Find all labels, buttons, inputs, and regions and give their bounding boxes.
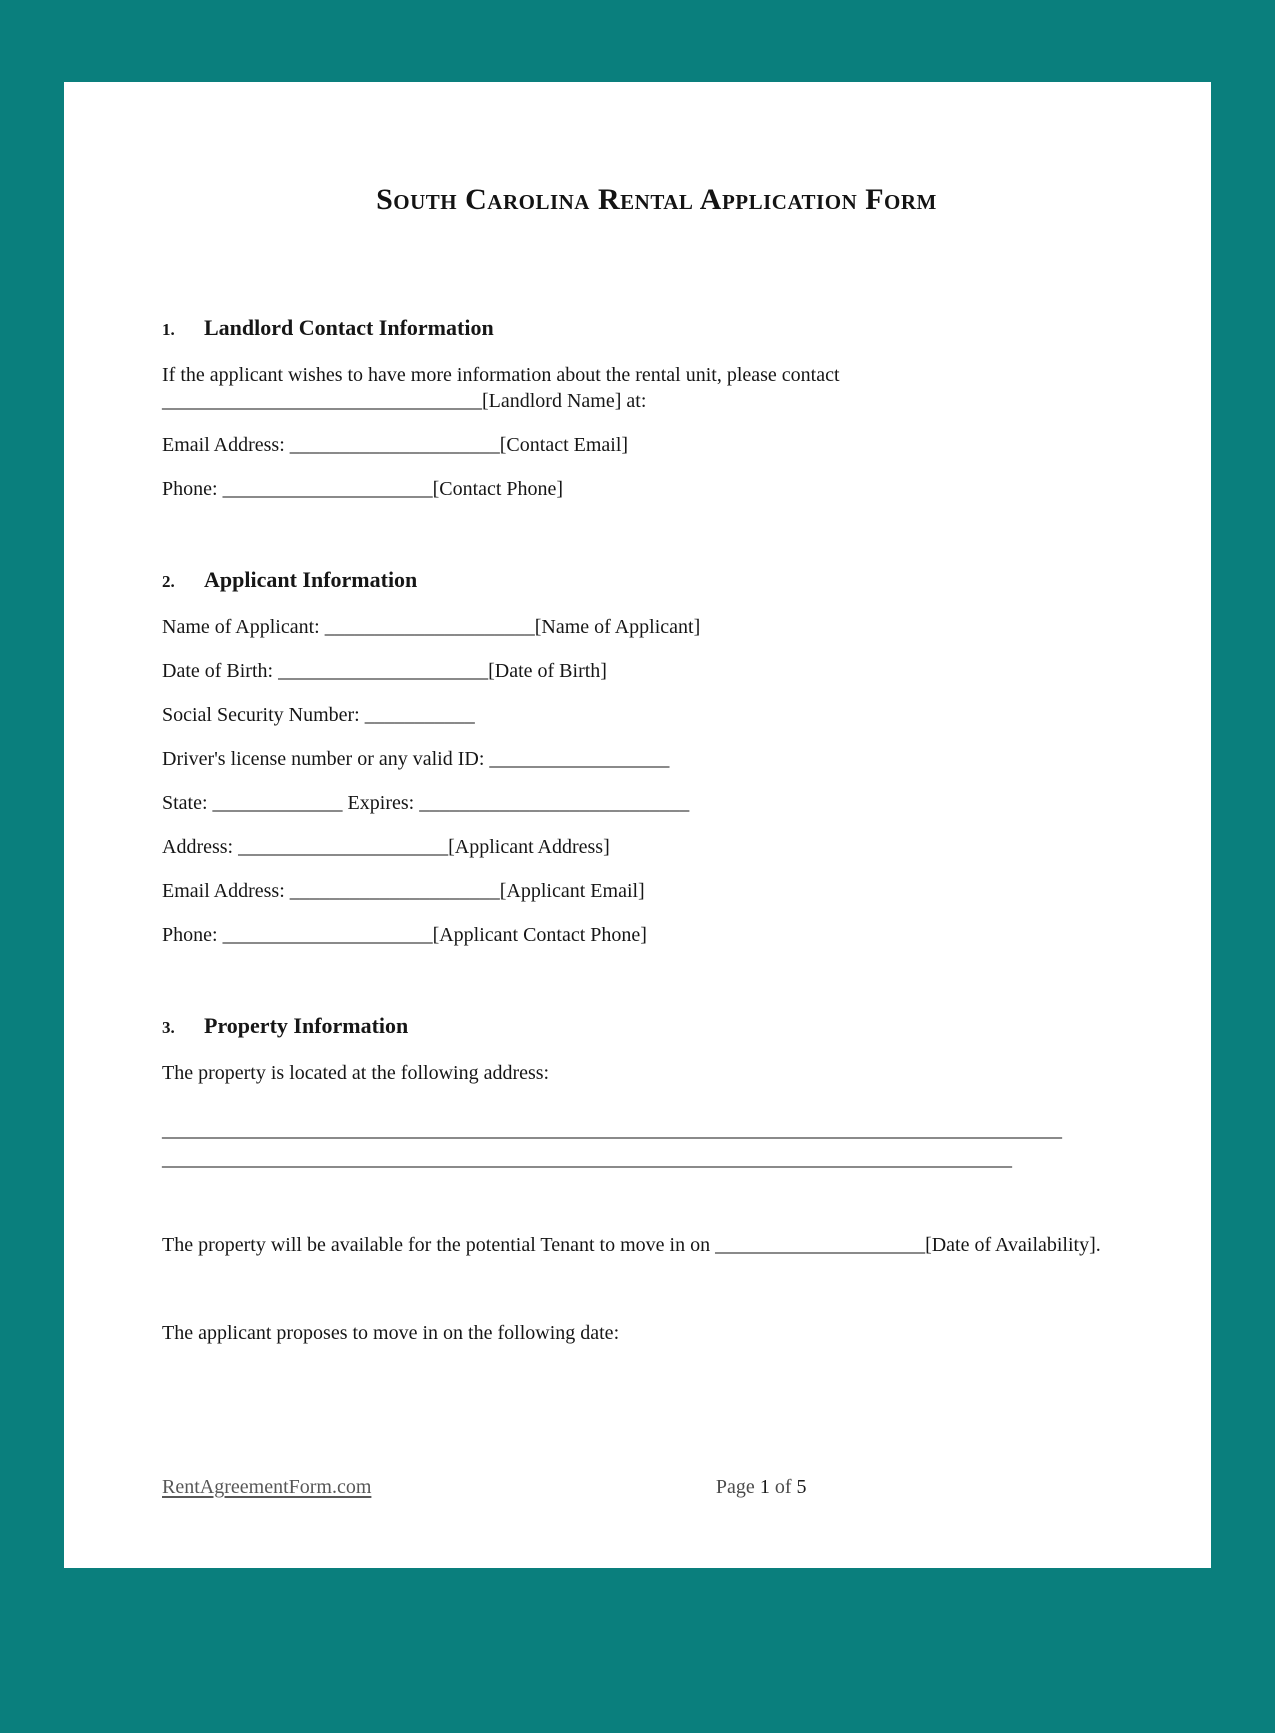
- applicant-phone-label: Phone:: [162, 924, 223, 946]
- ssn-line: [162, 702, 1151, 728]
- property-address-blank-lines: [162, 1116, 1151, 1174]
- page-of-label: of: [769, 1476, 797, 1498]
- contact-phone-line: [162, 476, 1151, 502]
- availability-placeholder: [Date of Availability].: [925, 1234, 1101, 1256]
- applicant-name-blank: _____________________: [324, 616, 535, 638]
- document-title: South Carolina Rental Application Form: [376, 183, 937, 216]
- contact-phone-blank: _____________________: [222, 478, 433, 500]
- applicant-email-blank: _____________________: [289, 880, 500, 902]
- date-of-birth-line: [162, 658, 1151, 684]
- date-of-birth-blank: _____________________: [278, 660, 489, 682]
- section-3-heading: [162, 1012, 1151, 1042]
- contact-email-label: Email Address:: [162, 434, 290, 456]
- section-2-number: 2.: [162, 572, 175, 591]
- availability-date-blank: _____________________: [715, 1234, 926, 1256]
- applicant-email-label: Email Address:: [162, 880, 290, 902]
- drivers-license-line: [162, 746, 1151, 772]
- applicant-name-line: [162, 614, 1151, 640]
- section-property-information: [162, 1012, 1151, 1346]
- landlord-intro-text: If the applicant wishes to have more information about the rental unit, please contact: [162, 364, 840, 386]
- contact-phone-label: Phone:: [162, 478, 223, 500]
- page-label: Page: [715, 1476, 760, 1498]
- section-3-title: Property Information: [204, 1013, 409, 1038]
- property-address-blank-line-1: __________________________________________________________________________________________: [162, 1119, 1062, 1141]
- section-landlord-contact: [162, 314, 1151, 502]
- section-3-number: 3.: [162, 1018, 175, 1037]
- applicant-email-placeholder: [Applicant Email]: [499, 880, 645, 902]
- expires-label: Expires:: [342, 792, 420, 814]
- document-page: [64, 82, 1211, 1568]
- contact-phone-placeholder: [Contact Phone]: [432, 478, 564, 500]
- state-blank: _____________: [212, 792, 343, 814]
- section-1-title: Landlord Contact Information: [204, 315, 494, 340]
- applicant-address-placeholder: [Applicant Address]: [448, 836, 610, 858]
- state-label: State:: [162, 792, 213, 814]
- applicant-email-line: [162, 878, 1151, 904]
- applicant-address-line: [162, 834, 1151, 860]
- section-1-heading: [162, 314, 1151, 344]
- applicant-name-label: Name of Applicant:: [162, 616, 325, 638]
- applicant-address-blank: _____________________: [238, 836, 449, 858]
- page-total: 5: [796, 1476, 807, 1498]
- applicant-address-label: Address:: [162, 836, 239, 858]
- availability-paragraph: [162, 1232, 1102, 1258]
- contact-email-placeholder: [Contact Email]: [499, 434, 629, 456]
- landlord-name-blank: ________________________________: [162, 390, 482, 412]
- landlord-name-placeholder: [Landlord Name] at:: [482, 390, 647, 412]
- applicant-name-placeholder: [Name of Applicant]: [534, 616, 701, 638]
- page-footer: [162, 1474, 1151, 1500]
- applicant-phone-blank: _____________________: [222, 924, 433, 946]
- property-address-blank-line-2: _____________________________________________________________________________________: [162, 1148, 1012, 1170]
- landlord-intro-paragraph: [162, 362, 1151, 414]
- page-current: 1: [759, 1476, 770, 1498]
- ssn-blank: ___________: [364, 704, 475, 726]
- contact-email-blank: _____________________: [289, 434, 500, 456]
- state-expires-line: [162, 790, 1151, 816]
- section-2-title: Applicant Information: [204, 567, 418, 592]
- section-2-heading: [162, 566, 1151, 596]
- date-of-birth-label: Date of Birth:: [162, 660, 279, 682]
- applicant-phone-line: [162, 922, 1151, 948]
- property-located-text: The property is located at the following address:: [162, 1062, 550, 1084]
- drivers-license-label: Driver's license number or any valid ID:: [162, 748, 490, 770]
- section-1-number: 1.: [162, 320, 175, 339]
- section-applicant-information: [162, 566, 1151, 948]
- expires-blank: ___________________________: [419, 792, 690, 814]
- page-indicator: [716, 1474, 807, 1500]
- applicant-phone-placeholder: [Applicant Contact Phone]: [432, 924, 647, 946]
- footer-link[interactable]: RentAgreementForm.com: [162, 1476, 372, 1498]
- availability-text: The property will be available for the potential Tenant to move in on: [162, 1234, 716, 1256]
- drivers-license-blank: __________________: [489, 748, 670, 770]
- ssn-label: Social Security Number:: [162, 704, 365, 726]
- contact-email-line: [162, 432, 1151, 458]
- move-in-date-text: The applicant proposes to move in on the following date:: [162, 1322, 620, 1344]
- date-of-birth-placeholder: [Date of Birth]: [488, 660, 607, 682]
